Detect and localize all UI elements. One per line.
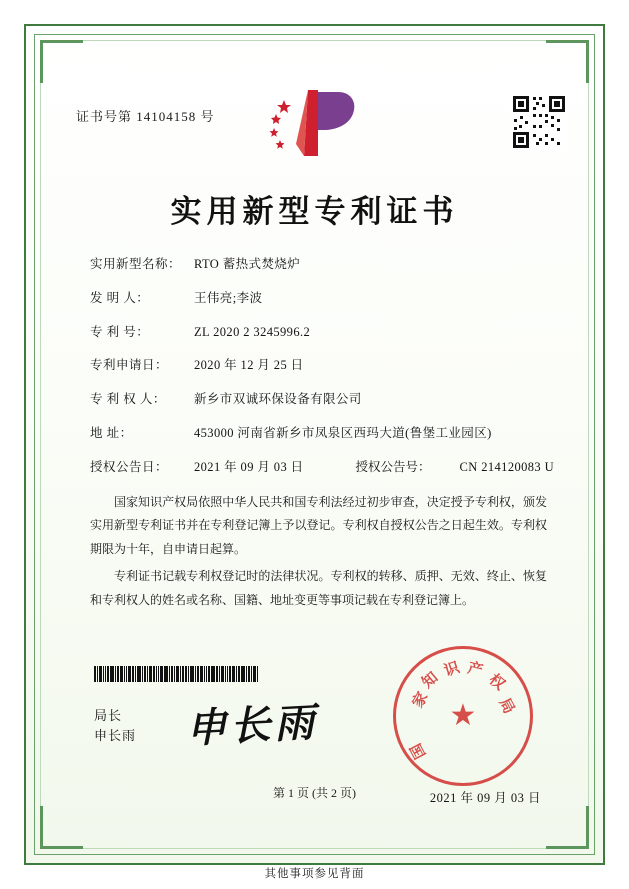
field-row-address xyxy=(90,427,553,441)
patent-office-emblem-icon xyxy=(260,84,370,164)
footnote: 其他事项参见背面 xyxy=(264,868,365,880)
field-value: RTO 蓄热式焚烧炉 xyxy=(194,257,301,271)
field-value: 新乡市双诚环保设备有限公司 xyxy=(194,392,362,406)
page-number: 第 1 页 (共 2 页) xyxy=(273,786,356,800)
grant-date-value: 2021 年 09 月 03 日 xyxy=(194,459,304,474)
legal-paragraph-2: 专利证书记载专利权登记时的法律状况。专利权的转移、质押、无效、终止、恢复和专利权人的姓名或名称、国籍、地址变更等事项记载在专利登记簿上。 xyxy=(90,569,547,607)
grant-number-value: CN 214120083 U xyxy=(459,459,555,474)
seal-date: 2021 年 09 月 03 日 xyxy=(429,791,541,805)
legal-text xyxy=(90,491,547,616)
certificate-content xyxy=(46,46,583,843)
page-title: 实用新型专利证书 xyxy=(170,194,459,229)
seal-char-1: 家 xyxy=(410,689,432,711)
field-row-application-date xyxy=(90,359,553,373)
seal-char-6: 局 xyxy=(495,695,517,717)
field-row-patentee xyxy=(90,393,553,407)
grant-number-label: 授权公告号： xyxy=(355,459,431,474)
field-row-utility-model-name xyxy=(90,258,553,272)
director-role-label: 局长 xyxy=(94,708,123,723)
field-row-inventors xyxy=(90,292,553,306)
director-name-label: 申长雨 xyxy=(94,727,137,743)
field-label: 地 址： xyxy=(90,425,133,440)
seal-char-5: 权 xyxy=(485,671,508,694)
barcode xyxy=(94,666,274,682)
field-row-grant-announcement xyxy=(90,461,553,475)
field-value: ZL 2020 2 3245996.2 xyxy=(194,324,311,339)
seal-char-3: 识 xyxy=(442,659,462,680)
certificate-fields xyxy=(90,258,553,494)
director-handwritten-signature: 申长雨 xyxy=(185,699,320,752)
field-label: 专 利 号： xyxy=(90,324,150,339)
grant-date-label: 授权公告日： xyxy=(90,459,169,474)
seal-star-icon: ★ xyxy=(449,699,477,732)
legal-paragraph-1: 国家知识产权局依照中华人民共和国专利法经过初步审查，决定授予专利权，颁发实用新型专利证书并在专利登记簿上予以登记。专利权自授权公告之日起生效。专利权期限为十年，自申请日起算。 xyxy=(90,495,547,556)
field-value: 453000 河南省新乡市凤泉区西玛大道(鲁堡工业园区) xyxy=(194,425,492,440)
qr-code-icon xyxy=(511,94,567,150)
seal-char-4: 产 xyxy=(465,660,485,680)
seal-char-7: 国 xyxy=(408,740,430,762)
field-label: 实用新型名称： xyxy=(90,257,182,271)
field-row-patent-number xyxy=(90,326,553,340)
official-red-seal xyxy=(393,646,533,786)
field-label: 发 明 人： xyxy=(90,290,150,305)
field-label: 专利申请日： xyxy=(90,358,169,373)
field-label: 专 利 权 人： xyxy=(90,392,166,406)
signature-block xyxy=(94,706,136,745)
field-value: 2020 年 12 月 25 日 xyxy=(194,358,304,373)
seal-char-2: 知 xyxy=(419,669,442,692)
certificate-number: 证书号第 14104158 号 xyxy=(76,109,215,124)
field-value: 王伟亮;李波 xyxy=(194,290,263,305)
